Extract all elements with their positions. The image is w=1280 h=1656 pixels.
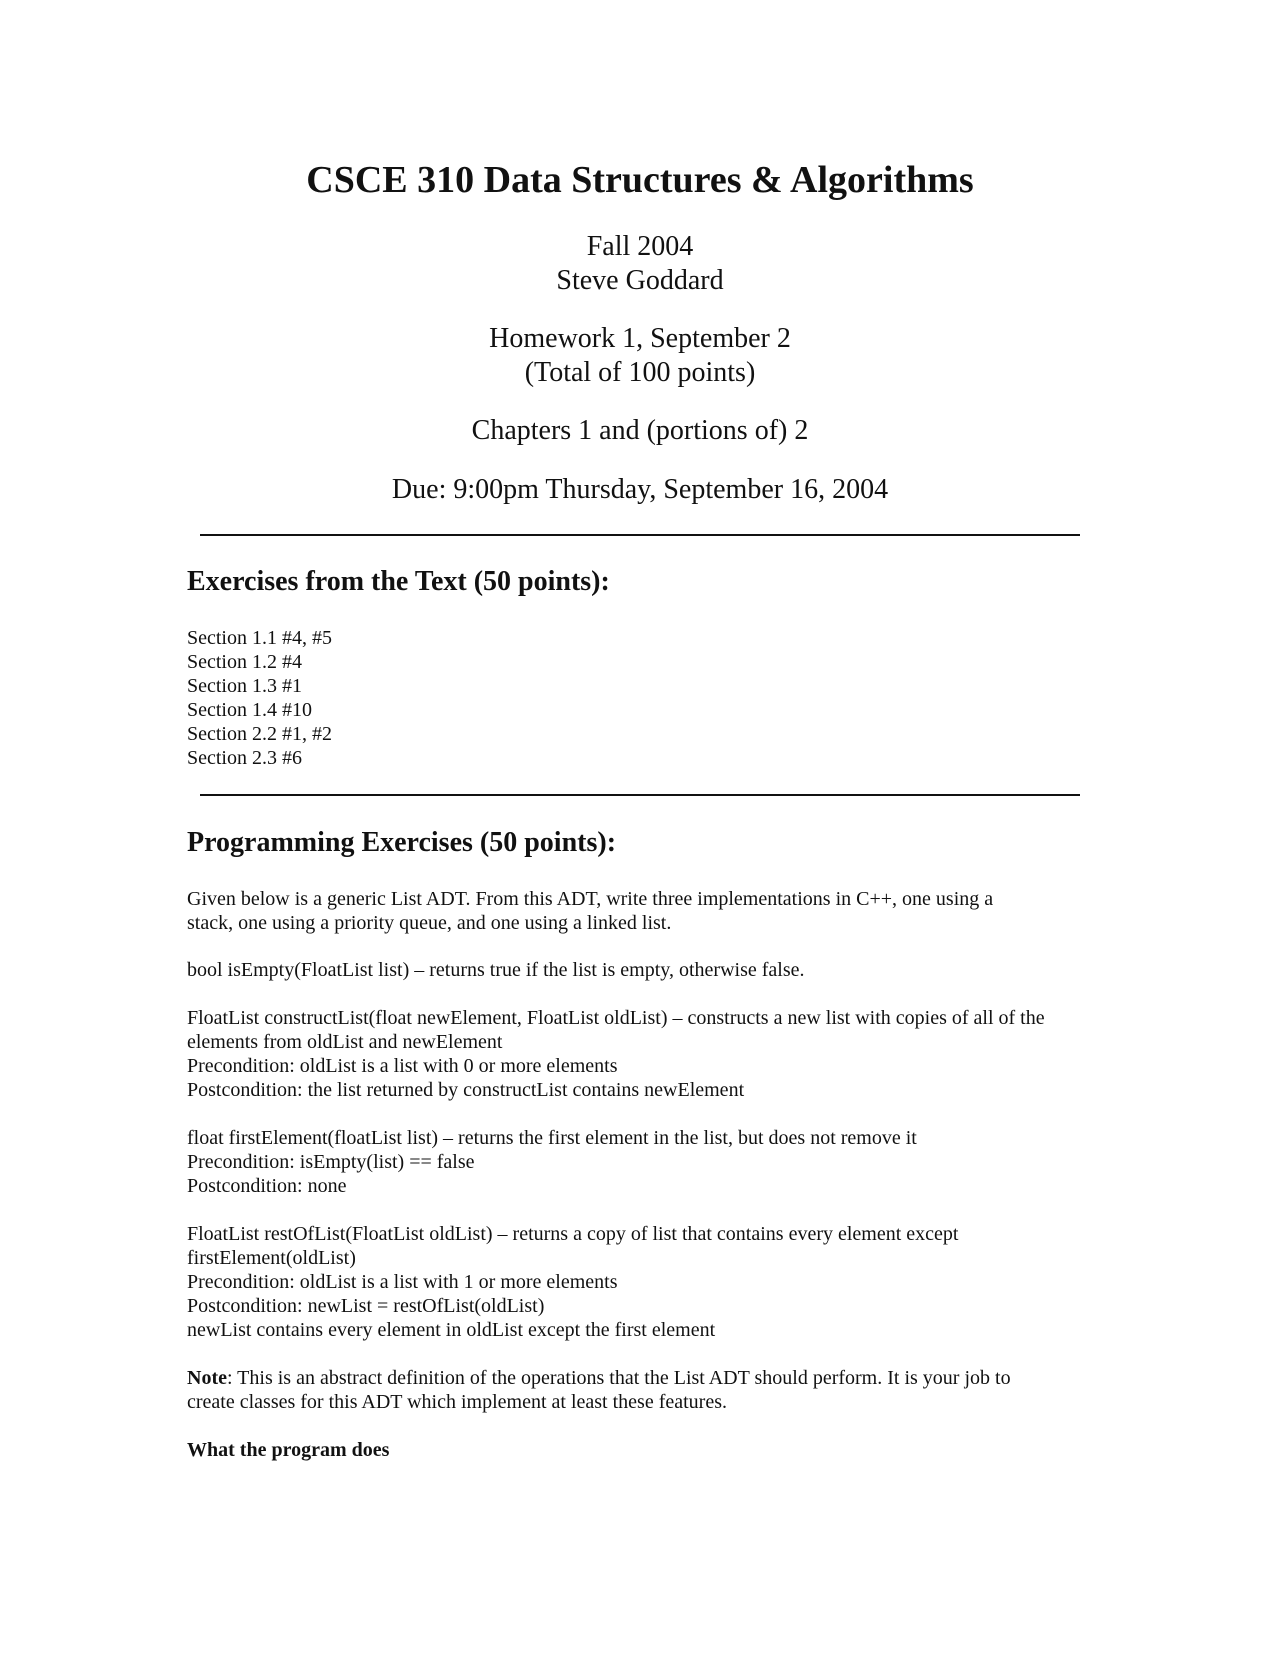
note-text: : This is an abstract definition of the operations that the List ADT should perform. It is your job to xyxy=(226,1367,1011,1389)
paragraph-line: Postcondition: the list returned by constructList contains newElement xyxy=(187,1079,745,1101)
paragraph-line: newList contains every element in oldList except the first element xyxy=(187,1319,716,1341)
programming-intro xyxy=(187,887,1087,935)
list-item: Section 1.3 #1 xyxy=(187,675,302,697)
term: Fall 2004 xyxy=(586,231,694,262)
paragraph-line: FloatList constructList(float newElement, FloatList oldList) – constructs a new list with copies of all of the xyxy=(187,1007,1045,1029)
what-program-does-heading: What the program does xyxy=(187,1439,390,1461)
text-exercises-heading: Exercises from the Text (50 points): xyxy=(187,566,610,597)
list-item: Section 2.2 #1, #2 xyxy=(187,723,332,745)
list-item: Section 1.2 #4 xyxy=(187,651,302,673)
total-points: (Total of 100 points) xyxy=(524,357,756,388)
note-paragraph xyxy=(187,1366,1087,1414)
paragraph-line: Precondition: oldList is a list with 0 or more elements xyxy=(187,1055,618,1077)
instructor: Steve Goddard xyxy=(556,265,724,296)
paragraph-line: float firstElement(floatList list) – returns the first element in the list, but does not remove it xyxy=(187,1127,917,1149)
op-isempty xyxy=(187,958,1087,982)
divider xyxy=(200,794,1080,796)
paragraph-line: Given below is a generic List ADT. From this ADT, write three implementations in C++, one using a xyxy=(187,888,994,910)
paragraph-line: elements from oldList and newElement xyxy=(187,1031,503,1053)
list-item: Section 2.3 #6 xyxy=(187,747,302,769)
paragraph-line: stack, one using a priority queue, and one using a linked list. xyxy=(187,912,672,934)
op-restoflist xyxy=(187,1222,1087,1342)
op-firstelement xyxy=(187,1126,1087,1198)
paragraph-line: FloatList restOfList(FloatList oldList) – returns a copy of list that contains every element except xyxy=(187,1223,959,1245)
note-label: Note xyxy=(187,1367,227,1389)
chapters: Chapters 1 and (portions of) 2 xyxy=(471,415,809,446)
text-exercises-list xyxy=(187,626,332,770)
programming-heading: Programming Exercises (50 points): xyxy=(187,827,617,858)
divider xyxy=(200,534,1080,536)
paragraph-line: create classes for this ADT which implement at least these features. xyxy=(187,1391,727,1413)
paragraph-line xyxy=(187,1366,1087,1390)
paragraph-line: firstElement(oldList) xyxy=(187,1247,356,1269)
document-title: CSCE 310 Data Structures & Algorithms xyxy=(306,159,974,201)
paragraph-line: Postcondition: newList = restOfList(oldList) xyxy=(187,1295,545,1317)
paragraph-line: Precondition: isEmpty(list) == false xyxy=(187,1151,475,1173)
assignment-title: Homework 1, September 2 xyxy=(489,323,791,354)
op-constructlist xyxy=(187,1006,1087,1102)
paragraph-line: bool isEmpty(FloatList list) – returns true if the list is empty, otherwise false. xyxy=(187,959,805,981)
list-item: Section 1.1 #4, #5 xyxy=(187,627,332,649)
paragraph-line: Postcondition: none xyxy=(187,1175,347,1197)
due-date: Due: 9:00pm Thursday, September 16, 2004 xyxy=(391,474,889,505)
list-item: Section 1.4 #10 xyxy=(187,699,312,721)
paragraph-line: Precondition: oldList is a list with 1 or more elements xyxy=(187,1271,618,1293)
